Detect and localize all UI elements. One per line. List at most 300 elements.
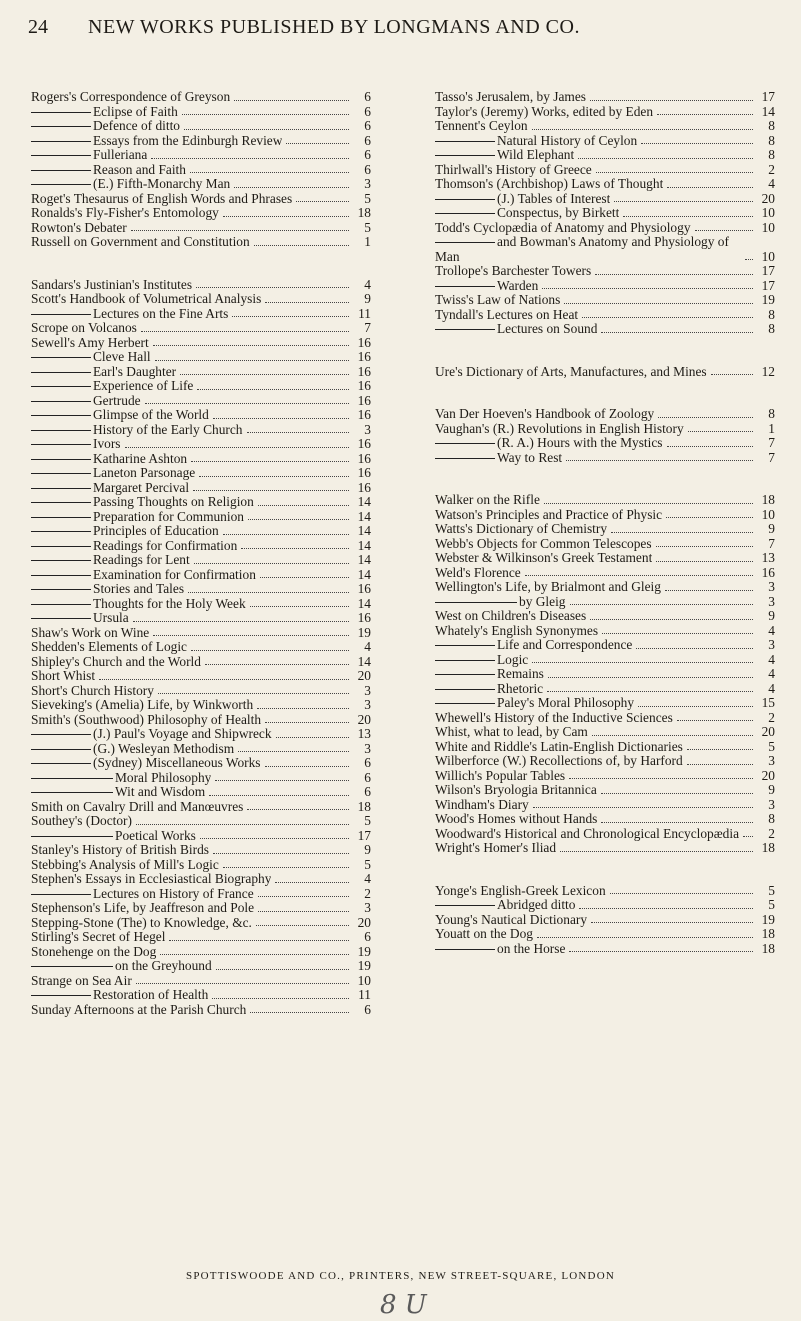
leader-dots [145,403,349,404]
leader-dots [265,302,349,303]
entry-title: Southey's (Doctor) [31,814,132,828]
index-entry [435,667,775,682]
leader-dots [656,546,753,547]
page-reference: 6 [364,132,371,148]
entry-title: Stories and Tales [31,582,184,597]
page-reference: 14 [357,595,371,611]
page-reference: 14 [357,537,371,553]
index-entry [31,365,371,380]
page-reference: 8 [768,118,775,133]
entry-title: Scrope on Volcanos [31,321,137,335]
index-entry [31,350,371,365]
page-reference: 4 [768,680,775,696]
page-reference: 18 [761,492,775,507]
page-reference: 10 [761,205,775,220]
entry-title: Windham's Diary [435,797,529,812]
index-entry [31,408,371,423]
leader-dots [745,259,753,260]
index-entry [435,566,775,581]
page-number: 24 [28,16,48,38]
page-reference: 20 [761,190,775,206]
leader-dots [257,708,349,709]
entry-title: Experience of Life [31,379,193,394]
page-reference: 1 [768,420,775,436]
leader-dots [667,446,753,447]
page-reference: 16 [357,479,371,495]
leader-dots [611,532,753,533]
leader-dots [265,766,349,767]
page-reference: 6 [364,161,371,177]
left-column [31,90,371,1017]
entry-title: Conspectus, by Birkett [435,206,619,221]
page-reference: 4 [768,622,775,638]
entry-title: Todd's Cyclopædia of Anatomy and Physiology [435,220,691,235]
index-entry [435,308,775,323]
entry-title: (E.) Fifth-Monarchy Man [31,177,230,192]
leader-dots [213,418,349,419]
page-reference: 17 [761,89,775,104]
entry-title: Scott's Handbook of Volumetrical Analysis [31,292,262,306]
page-reference: 13 [761,550,775,565]
index-entry [435,927,775,942]
page-reference: 2 [768,825,775,841]
index-entry [31,321,371,336]
page-reference: 18 [357,205,371,220]
index-entry [31,887,371,902]
index-entry [435,682,775,697]
entry-title: Roget's Thesaurus of English Words and Phrases [31,191,293,206]
page-reference: 16 [357,334,371,350]
entry-title: Thomson's (Archbishop) Laws of Thought [435,177,664,191]
index-entry [31,437,371,452]
leader-dots [667,187,753,188]
leader-dots [153,345,349,346]
leader-dots [160,954,349,955]
leader-dots [247,809,349,810]
index-entry [435,221,775,236]
entry-title: Lectures on Sound [435,322,597,337]
page-reference: 3 [364,421,371,437]
leader-dots [260,577,349,578]
page-reference: 6 [364,769,371,785]
page-reference: 4 [364,639,371,654]
index-entry [435,407,775,422]
leader-dots [591,922,753,923]
section-gap [435,337,775,365]
page-reference: 5 [364,813,371,828]
leader-dots [247,432,350,433]
entry-title: Essays from the Edinburgh Review [31,134,282,149]
entry-title: Sieveking's (Amelia) Life, by Winkworth [31,698,254,712]
page-reference: 19 [761,292,775,307]
index-entry [435,493,775,508]
entry-title: History of the Early Church [31,423,243,438]
page-reference: 6 [364,89,371,104]
entry-title: Life and Correspondence [435,638,632,653]
leader-dots [188,592,349,593]
leader-dots [131,230,349,231]
entry-title: Remains [435,667,544,682]
page-reference: 14 [761,103,775,119]
leader-dots [215,780,349,781]
entry-title: Smith's (Southwood) Philosophy of Health [31,712,262,727]
leader-dots [596,172,753,173]
right-column [435,90,775,956]
page-reference: 14 [357,523,371,538]
entry-title: Logic [435,653,528,668]
page-reference: 14 [357,552,371,567]
page-reference: 18 [761,940,775,956]
page-reference: 8 [768,321,775,336]
index-entry [435,264,775,279]
page-reference: 14 [357,508,371,524]
leader-dots [560,851,753,852]
index-entry [31,336,371,351]
page-reference: 8 [768,306,775,322]
entry-title: Sandars's Justinian's Institutes [31,277,193,292]
page-reference: 9 [768,782,775,797]
index-entry [31,495,371,510]
leader-dots [234,100,349,101]
index-entry [435,119,775,134]
leader-dots [223,867,349,868]
entry-title: Readings for Confirmation [31,539,237,554]
page-reference: 10 [761,506,775,522]
entry-title: Wilson's Bryologia Britannica [435,783,597,797]
index-entry [31,611,371,626]
index-entry [31,742,371,757]
entry-title: Margaret Percival [31,481,189,496]
handwritten-mark: 8 U [380,1290,427,1320]
entry-title: Taylor's (Jeremy) Works, edited by Eden [435,104,654,119]
index-entry [31,134,371,149]
entry-title: Cleve Hall [31,350,151,365]
index-entry [31,292,371,307]
index-entry [31,568,371,583]
leader-dots [610,893,753,894]
page-reference: 6 [364,103,371,119]
leader-dots [194,563,349,564]
entry-title: Tennent's Ceylon [435,119,528,133]
entry-title: Smith on Cavalry Drill and Manœuvres [31,799,244,814]
entry-title: Paley's Moral Philosophy [435,696,634,711]
entry-title: Poetical Works [31,829,196,844]
index-entry [435,783,775,798]
page-reference: 8 [768,811,775,826]
leader-dots [695,230,753,231]
leader-dots [125,447,349,448]
entry-title: Laneton Parsonage [31,466,195,481]
leader-dots [223,534,349,535]
page-reference: 3 [364,682,371,698]
page-reference: 3 [364,900,371,915]
entry-title: Moral Philosophy [31,771,211,786]
entry-title: Thirlwall's History of Greece [435,162,592,177]
entry-title: (J.) Tables of Interest [435,192,610,207]
page-reference: 18 [357,798,371,814]
page-reference: 3 [768,579,775,594]
entry-title: Yonge's English-Greek Lexicon [435,883,606,898]
entry-title: Gertrude [31,394,141,409]
index-entry [435,508,775,523]
index-entry [31,481,371,496]
page-reference: 13 [357,726,371,741]
entry-title: Stephenson's Life, by Jeaffreson and Pole [31,901,255,915]
page-reference: 14 [357,566,371,582]
leader-dots [666,517,753,518]
leader-dots [687,749,753,750]
running-title: NEW WORKS PUBLISHED BY LONGMANS AND CO. [88,16,580,38]
page-reference: 8 [768,132,775,148]
entry-title: Vaughan's (R.) Revolutions in English History [435,421,684,436]
index-entry [435,653,775,668]
entry-title: Wit and Wisdom [31,785,205,800]
entry-title: Whist, what to lead, by Cam [435,725,588,739]
leader-dots [532,662,753,663]
page-reference: 4 [364,276,371,292]
leader-dots [623,216,753,217]
entry-title: Twiss's Law of Nations [435,293,561,307]
page-reference: 16 [357,378,371,393]
entry-title: Lectures on History of France [31,887,254,902]
entry-title: Webb's Objects for Common Telescopes [435,536,652,551]
page-reference: 18 [761,926,775,941]
index-entry [31,148,371,163]
entry-title: Thoughts for the Holy Week [31,597,246,612]
index-entry [31,698,371,713]
index-entry [31,959,371,974]
leader-dots [582,317,753,318]
leader-dots [241,548,349,549]
page-reference: 7 [768,535,775,551]
index-entry [31,539,371,554]
entry-title: Sewell's Amy Herbert [31,335,149,350]
entry-title: Glimpse of the World [31,408,209,423]
entry-title: Eclipse of Faith [31,105,178,120]
leader-dots [542,288,753,289]
index-entry [31,640,371,655]
leader-dots [141,331,349,332]
leader-dots [190,172,349,173]
entry-title: Wood's Homes without Hands [435,812,598,826]
entry-title: (R. A.) Hours with the Mystics [435,436,663,451]
index-entry [31,655,371,670]
page-reference: 16 [357,465,371,480]
entry-title: Earl's Daughter [31,365,176,380]
leader-dots [136,824,349,825]
page-reference: 20 [357,668,371,683]
leader-dots [200,838,349,839]
index-entry [31,177,371,192]
entry-title: by Gleig [435,595,566,610]
page-reference: 6 [364,784,371,799]
index-entry [31,524,371,539]
entry-title: Van Der Hoeven's Handbook of Zoology [435,407,655,421]
index-entry [435,798,775,813]
leader-dots [564,303,753,304]
leader-dots [614,201,753,202]
page-reference: 4 [364,871,371,886]
page-reference: 19 [357,958,371,973]
entry-title: Stonehenge on the Dog [31,944,157,959]
entry-title: Stebbing's Analysis of Mill's Logic [31,857,219,872]
leader-dots [286,143,349,144]
entry-title: Sunday Afternoons at the Parish Church [31,1002,247,1017]
leader-dots [537,937,753,938]
section-gap [31,250,371,278]
index-entry [31,582,371,597]
page-reference: 7 [768,435,775,450]
entry-title: Whewell's History of the Inductive Sciences [435,710,673,725]
index-entry [31,684,371,699]
entry-title: on the Greyhound [31,959,212,974]
index-entry [435,451,775,466]
leader-dots [256,925,349,926]
leader-dots [136,983,349,984]
index-entry [31,1003,371,1018]
index-entry [31,105,371,120]
index-entry [435,711,775,726]
page-reference: 5 [768,882,775,898]
entry-title: Stephen's Essays in Ecclesiastical Biography [31,872,272,886]
entry-title: Tyndall's Lectures on Heat [435,307,579,322]
page-reference: 3 [768,593,775,609]
leader-dots [250,606,349,607]
index-entry [31,192,371,207]
page-reference: 9 [364,291,371,306]
leader-dots [182,114,349,115]
leader-dots [688,431,753,432]
index-entry [435,942,775,957]
index-entry [435,163,775,178]
index-entry [435,551,775,566]
page-reference: 2 [364,885,371,901]
page-reference: 3 [768,796,775,812]
leader-dots [532,129,753,130]
index-entry [31,930,371,945]
entry-title: Whately's English Synonymes [435,623,599,638]
page-reference: 16 [761,564,775,580]
index-entry [31,307,371,322]
leader-dots [199,476,349,477]
page-reference: 5 [364,856,371,872]
index-entry [31,90,371,105]
leader-dots [665,590,753,591]
page-reference: 3 [364,176,371,191]
entry-title: (Sydney) Miscellaneous Works [31,756,261,771]
page-reference: 9 [364,842,371,857]
page-reference: 6 [364,929,371,944]
entry-title: Tasso's Jerusalem, by James [435,90,586,104]
index-entry [435,293,775,308]
index-entry [435,134,775,149]
index-entry [31,916,371,931]
entry-title: Russell on Government and Constitution [31,235,250,249]
index-entry [31,597,371,612]
page-reference: 7 [364,320,371,335]
index-entry [31,423,371,438]
index-entry [31,785,371,800]
page-reference: 14 [357,653,371,669]
entry-title: Principles of Education [31,524,219,539]
leader-dots [601,332,753,333]
index-entry [435,913,775,928]
leader-dots [254,245,349,246]
index-entry [435,884,775,899]
entry-title: Ivors [31,437,121,452]
entry-title: Rowton's Debater [31,220,127,235]
entry-title: (G.) Wesleyan Methodism [31,742,234,757]
page-reference: 2 [768,161,775,177]
page-reference: 10 [761,219,775,235]
index-entry [31,872,371,887]
index-entry [435,580,775,595]
index-entry [31,206,371,221]
leader-dots [133,621,349,622]
leader-dots [205,664,349,665]
section-gap [435,379,775,407]
entry-title: Woodward's Historical and Chronological Encyclopædia [435,826,740,841]
index-entry [31,756,371,771]
leader-dots [196,287,349,288]
page-reference: 7 [768,449,775,465]
entry-title: Preparation for Communion [31,510,244,525]
index-entry [31,829,371,844]
page-reference: 6 [364,755,371,770]
index-entry [435,148,775,163]
page-reference: 3 [364,697,371,712]
entry-title: Wellington's Life, by Brialmont and Gleig [435,580,661,594]
leader-dots [548,677,753,678]
page-reference: 19 [357,624,371,640]
page-reference: 16 [357,450,371,466]
leader-dots [743,836,753,837]
index-entry [31,221,371,236]
index-entry [31,713,371,728]
entry-title: Abridged ditto [435,898,575,913]
index-entry [31,452,371,467]
page-reference: 5 [768,897,775,912]
entry-title: Restoration of Health [31,988,208,1003]
index-entry [435,105,775,120]
leader-dots [687,764,753,765]
page-reference: 3 [768,753,775,768]
entry-title: Willich's Popular Tables [435,768,566,783]
section-gap [435,465,775,493]
leader-dots [184,129,349,130]
leader-dots [711,374,753,375]
index-entry [435,624,775,639]
page-reference: 18 [761,840,775,855]
entry-title: Youatt on the Dog [435,927,533,941]
leader-dots [250,1012,349,1013]
index-entry [435,725,775,740]
entry-title: Readings for Lent [31,553,190,568]
leader-dots [180,374,349,375]
page-reference: 9 [768,521,775,536]
index-entry [435,365,775,380]
leader-dots [155,360,349,361]
index-entry [31,814,371,829]
leader-dots [657,114,753,115]
index-entry [435,769,775,784]
entry-title: Fulleriana [31,148,147,163]
page-reference: 5 [364,190,371,206]
entry-title: Watson's Principles and Practice of Physic [435,507,663,522]
leader-dots [590,619,753,620]
index-entry [435,206,775,221]
leader-dots [658,417,753,418]
